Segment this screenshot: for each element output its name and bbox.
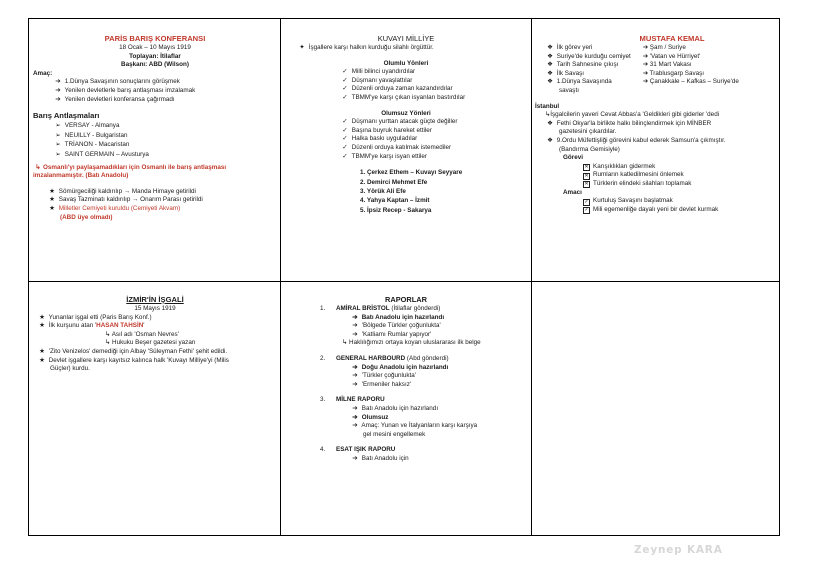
arrow-icon: ➔ (55, 78, 61, 86)
paris-treaties-label: Barış Antlaşmaları (33, 111, 100, 121)
league-text: Milletler Cemiyeti kuruldu (Cemiyeti Akvam) (58, 204, 181, 212)
turn-arrow-icon: ↳ (35, 163, 41, 171)
kemal-title: MUSTAFA KEMAL (639, 34, 705, 43)
paris-points (33, 188, 277, 222)
raporlar-title: RAPORLAR (385, 295, 427, 304)
diamond-bullet-icon: ❖ (547, 61, 553, 69)
list-item: ✓ Halka baskı uyguladılar (340, 135, 528, 144)
four-point-star-icon: ✦ (299, 44, 305, 51)
star-icon: ★ (39, 356, 45, 364)
list-item: 1. Çerkez Ethem – Kuvayı Seyyare (360, 169, 463, 177)
list-item: ✓ Düşmanı yavaşlattılar (340, 77, 528, 86)
list-item: ➢ VERSAY - Almanya (53, 121, 277, 131)
list-item: ➔ Yenilen devletleri konferansa çağırmadı (53, 96, 277, 105)
fethi-cont: gazetesini çıkardılar. (559, 128, 617, 136)
hasan-tahsin-name: HASAN TAHSİN (96, 322, 144, 330)
kuvayi-definition: ✦ İşgallere karşı halkın kurduğu silahlı örgüttür. (284, 44, 528, 53)
report-extra: ↳ Haklılığımızı ortaya koyan uluslararası ilk belge (342, 339, 481, 347)
diamond-bullet-icon: ❖ (547, 136, 553, 144)
arrow-icon: ➔ (642, 69, 649, 77)
list-item: ❖ İlk görev yeri ➔ Şam / Suriye (545, 44, 779, 53)
arrowhead-icon: ➢ (55, 122, 61, 130)
list-item: ➢ NEUILLY - Bulgaristan (53, 131, 277, 141)
star-icon: ★ (49, 187, 55, 195)
list-item: ❖ 1.Dünya Savaşında ➔ Çanakkale – Kafkas – Suriye'de (545, 78, 779, 87)
paris-panel (33, 34, 277, 222)
column-divider (531, 19, 532, 535)
league-note: (ABD üye olmadı) (60, 213, 113, 221)
arrow-icon: ➔ (352, 313, 358, 321)
turn-arrow-icon: ↳ (342, 339, 348, 347)
list-item: ➔ Batı Anadolu için hazırlandı (350, 314, 528, 323)
star-icon: ★ (39, 322, 45, 330)
izmir-list (33, 314, 277, 374)
paris-purpose-list (33, 78, 277, 104)
author-signature: Zeynep KARA (634, 544, 723, 556)
list-item: ✓ Kurtuluş Savaşını başlatmak (584, 197, 673, 205)
report-heading: 2. GENERAL HARBOURD (Abd gönderdi) (320, 354, 449, 362)
arrow-icon: ➔ (352, 322, 358, 330)
report-items (284, 455, 528, 464)
arrowhead-icon: ➢ (55, 150, 61, 158)
turn-arrow-icon: ↳ (105, 339, 111, 347)
diamond-bullet-icon: ❖ (547, 44, 553, 51)
list-item: ★ İlk kurşunu atan 'HASAN TAHSİN' (37, 322, 277, 331)
arrow-icon: ➔ (352, 454, 358, 462)
arrow-icon: ➔ (352, 330, 358, 338)
duty-box-list (535, 163, 779, 189)
list-item: ✓ TBMM'ye karşı isyan ettiler (340, 153, 528, 162)
arrow-icon: ➔ (352, 422, 358, 430)
negative-label: Olumsuz Yönleri (381, 109, 431, 117)
arrow-icon: ➔ (55, 95, 61, 103)
checkbox-x-icon: ✕ (584, 181, 589, 188)
raporlar-panel (284, 295, 528, 464)
list-item: ❖ İlk Savaşı ➔ Trablusgarp Savaşı (545, 70, 779, 79)
paris-dates: 18 Ocak – 10 Mayıs 1919 (119, 44, 191, 51)
checkbox-x-icon: ✕ (584, 172, 589, 179)
paris-title: PARİS BARIŞ KONFERANSI (104, 34, 206, 43)
istanbul-label: İstanbul (535, 102, 560, 110)
list-item: ✕ Rumların katledilmesini önlemek (584, 171, 684, 179)
arrow-icon: ➔ (55, 86, 61, 94)
istanbul-line: ↳İşgalcilerin yaveri Cevat Abbas'a 'Geldikleri gibi giderler 'dedi (545, 111, 720, 119)
paris-note-cont: imzalanmamıştır. (Batı Anadolu) (33, 172, 129, 180)
check-icon: ✓ (342, 135, 348, 143)
list-item: 5. İpsiz Recep - Sakarya (360, 206, 432, 214)
kemal-duties (535, 44, 779, 96)
army-cont: (Bandırma Gemisiyle) (559, 145, 620, 153)
check-icon: ✓ (342, 93, 348, 101)
list-item: 4. Yahya Kaptan – İzmit (360, 197, 430, 205)
star-icon: ★ (39, 347, 45, 355)
list-item: ❖ 9.Ordu Müfettişliği görevini kabul ederek Samsun'a çıkmıştır. (545, 137, 779, 146)
list-item: ★ Sömürgeciliği kaldırılıp → Manda Himaye getirildi (47, 188, 277, 197)
checkbox-x-icon: ✕ (584, 164, 589, 171)
list-item: ➔ Batı Anadolu için hazırlandı (350, 405, 528, 414)
arrow-icon: ➔ (352, 413, 358, 421)
paris-attendees: Toplayan: İtilaflar (129, 52, 181, 60)
arrow-icon: ➔ (642, 44, 649, 51)
kemal-events (535, 120, 779, 154)
kemal-panel (535, 34, 779, 214)
arrow-icon: ➔ (352, 380, 358, 388)
list-item (47, 205, 277, 214)
check-icon: ✓ (342, 126, 348, 134)
izmir-date: 15 Mayıs 1919 (134, 305, 176, 312)
occupation-cont: Güçler) kurdu. (50, 365, 90, 373)
star-icon: ★ (39, 313, 45, 321)
empty-panel (535, 285, 779, 533)
paris-president: Başkanı: ABD (Wilson) (121, 61, 189, 69)
check-icon: ✓ (342, 76, 348, 84)
arrow-icon: ➔ (642, 61, 649, 69)
list-item: ✓ Düzenli orduya zaman kazandırdılar (340, 85, 528, 94)
arrow-icon: ➔ (352, 363, 358, 371)
arrowhead-icon: ➢ (55, 141, 61, 149)
list-item: ❖ Tarih Sahnesine çıkışı ➔ 31 Mart Vakası (545, 61, 779, 70)
column-divider (280, 19, 281, 535)
aim-label: Amacı (563, 188, 582, 196)
list-item: ➔ Yenilen devletlerle barış antlaşması imzalamak (53, 87, 277, 96)
list-item: ✓ Düşmanı yurttan atacak güçte değiller (340, 118, 528, 127)
diamond-bullet-icon: ❖ (547, 52, 553, 60)
arrow-icon: ➔ (352, 372, 358, 380)
kuvayi-title: KUVAYI MİLLİYE (377, 34, 435, 43)
check-icon: ✓ (342, 152, 348, 160)
list-item: ✕ Türklerin elindeki silahları toplamak (584, 179, 692, 188)
list-item: ➢ TRİANON - Macaristan (53, 140, 277, 150)
arrow-icon: ➔ (642, 78, 649, 86)
notes-sheet (28, 18, 780, 536)
check-icon: ✓ (342, 118, 348, 126)
paris-note: ↳ Osmanlı'yı paylaşamadıkları için Osmanlı ile barış antlaşması (33, 164, 277, 173)
positive-list (284, 68, 528, 102)
check-icon: ✓ (342, 143, 348, 151)
list-item: ★ Savaş Tazminatı kaldırılıp → Onarım Parası getirildi (47, 196, 277, 205)
list-item: ✓ Düzenli orduya katılmak istemediler (340, 144, 528, 153)
list-item: ✕ Karışıklıkları gidermek (584, 162, 656, 171)
list-item: ❖ Suriye'de kurduğu cemiyet ➔ 'Vatan ve Hürriyet' (545, 53, 779, 62)
list-item: ★ Yunanlar işgal etti (Paris Barış Konf.) (37, 314, 277, 323)
arrow-icon: ➔ (642, 52, 649, 60)
list-item: ➔ Olumsuz (350, 414, 528, 423)
arrow-icon: ➔ (352, 404, 358, 412)
aim-box-list (535, 197, 779, 214)
diamond-bullet-icon: ❖ (547, 119, 553, 127)
check-icon: ✓ (342, 85, 348, 93)
list-item: ❖ Fethi Okyar'la birlikte halkı bilinçlendirmek için MİNBER (545, 120, 779, 129)
positive-label: Olumlu Yönleri (383, 59, 429, 67)
list-item: ➔ 'Ermeniler haksız' (350, 381, 528, 390)
check-icon: ✓ (342, 68, 348, 76)
duty-label: Görevi (563, 154, 583, 162)
list-item: ➔ Doğu Anadolu için hazırlandı (350, 364, 528, 373)
diamond-bullet-icon: ❖ (547, 78, 553, 86)
paris-treaties-list (33, 121, 277, 159)
report-heading: 1. AMİRAL BRİSTOL (İtilaflar gönderdi) (320, 305, 441, 312)
list-item-cont: gel mesini engellemek (363, 430, 426, 438)
izmir-title: İZMİR'İN İŞGALİ (126, 295, 184, 304)
list-item: ➔ Amaç: Yunan ve İtalyanların karşı karşıya (350, 422, 528, 431)
arrowhead-icon: ➢ (55, 131, 61, 139)
star-icon: ★ (49, 196, 55, 204)
negative-list (284, 118, 528, 161)
checkbox-check-icon: ✓ (584, 207, 589, 214)
paris-purpose-label: Amaç: (33, 69, 53, 77)
list-item: ↳ Asıl adı 'Osman Nevres' (105, 330, 179, 338)
list-item: ➔ 'Katliamı Rumlar yapıyor' (350, 331, 528, 340)
checkbox-check-icon: ✓ (584, 198, 589, 205)
list-item: ↳ Hukuku Beşer gazetesi yazarı (105, 339, 196, 347)
list-item: 2. Demirci Mehmet Efe (360, 178, 428, 186)
list-item: ➔ Batı Anadolu için (350, 455, 528, 464)
list-item: ★ 'Zito Venizelos' demediği için Albay 'Süleyman Fethi' şehit edildi. (37, 348, 277, 357)
list-item: ➔ 1.Dünya Savaşının sonuçlarını görüşmek (53, 78, 277, 87)
list-item: ✓ Milli bilinci uyandırdılar (340, 68, 528, 77)
report-items (284, 314, 528, 340)
list-item: ✓ TBMM'ye karşı çıkan isyanları bastırdılar (340, 94, 528, 103)
report-items (284, 405, 528, 439)
list-item: ➔ 'Bölgede Türkler çoğunlukta' (350, 322, 528, 331)
turn-arrow-icon: ↳ (105, 330, 111, 338)
star-icon: ★ (49, 204, 55, 212)
izmir-panel (33, 295, 277, 374)
list-item: ➔ 'Türkler çoğunlukta' (350, 372, 528, 381)
diamond-bullet-icon: ❖ (547, 69, 553, 77)
list-item: 3. Yörük Ali Efe (360, 187, 406, 195)
rebel-list (284, 168, 528, 215)
kuvayi-panel (284, 34, 528, 215)
report-heading: 3. MİLNE RAPORU (320, 396, 385, 404)
report-items (284, 364, 528, 390)
list-item: ✓ Mili egemenliğe dayalı yeni bir devlet kurmak (584, 205, 719, 214)
report-heading: 4. ESAT IŞIK RAPORU (320, 446, 396, 454)
list-item: ✓ Başına buyruk hareket ettiler (340, 127, 528, 136)
list-item: ➢ SAINT GERMAIN – Avusturya (53, 150, 277, 160)
row-divider (29, 281, 779, 282)
turn-arrow-icon: ↳ (545, 111, 551, 119)
list-item: ★ Devlet işgallere karşı kayıtsız kalınca halk 'Kuvayı Milliye'yi (Milis (37, 357, 277, 366)
duty-wrap: savaştı (559, 86, 579, 94)
